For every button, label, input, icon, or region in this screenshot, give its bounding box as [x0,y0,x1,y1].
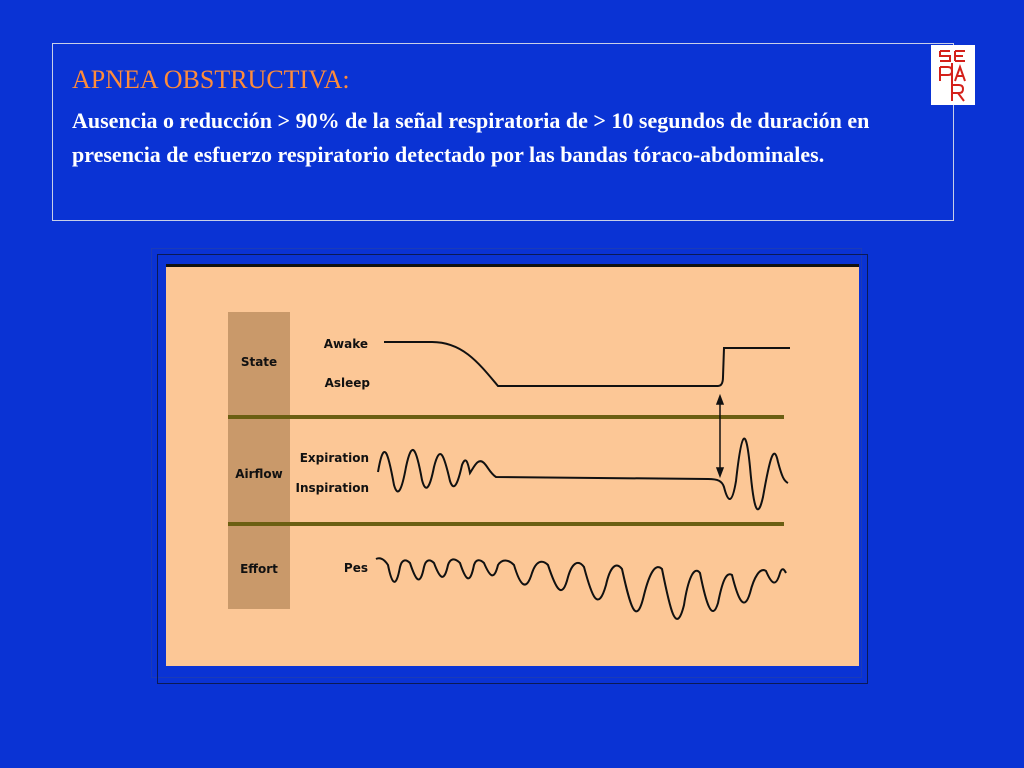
effort-pes-trace [376,558,786,619]
category-label-state: State [240,355,278,369]
apnea-duration-arrow [717,396,723,476]
label-awake: Awake [323,337,368,351]
divider-state-airflow [228,415,784,419]
label-pes: Pes [343,561,368,575]
slide-definition-text: Ausencia o reducción > 90% de la señal respiratoria de > 10 segundos de duración en presencia de esfuerzo respiratorio detectado por las bandas tóraco-abdominales. [72,108,870,167]
airflow-trace [378,439,788,510]
label-inspiration: Inspiration [295,481,369,495]
slide-title: APNEA OBSTRUCTIVA: [72,65,350,94]
category-label-airflow: Airflow [235,467,283,481]
apnea-diagram [166,264,859,666]
label-asleep: Asleep [324,376,370,390]
divider-airflow-effort [228,522,784,526]
institution-logo-icon [931,45,975,105]
label-expiration: Expiration [299,451,369,465]
definition-box [52,43,954,221]
category-label-effort: Effort [240,562,278,576]
state-trace [384,342,790,386]
